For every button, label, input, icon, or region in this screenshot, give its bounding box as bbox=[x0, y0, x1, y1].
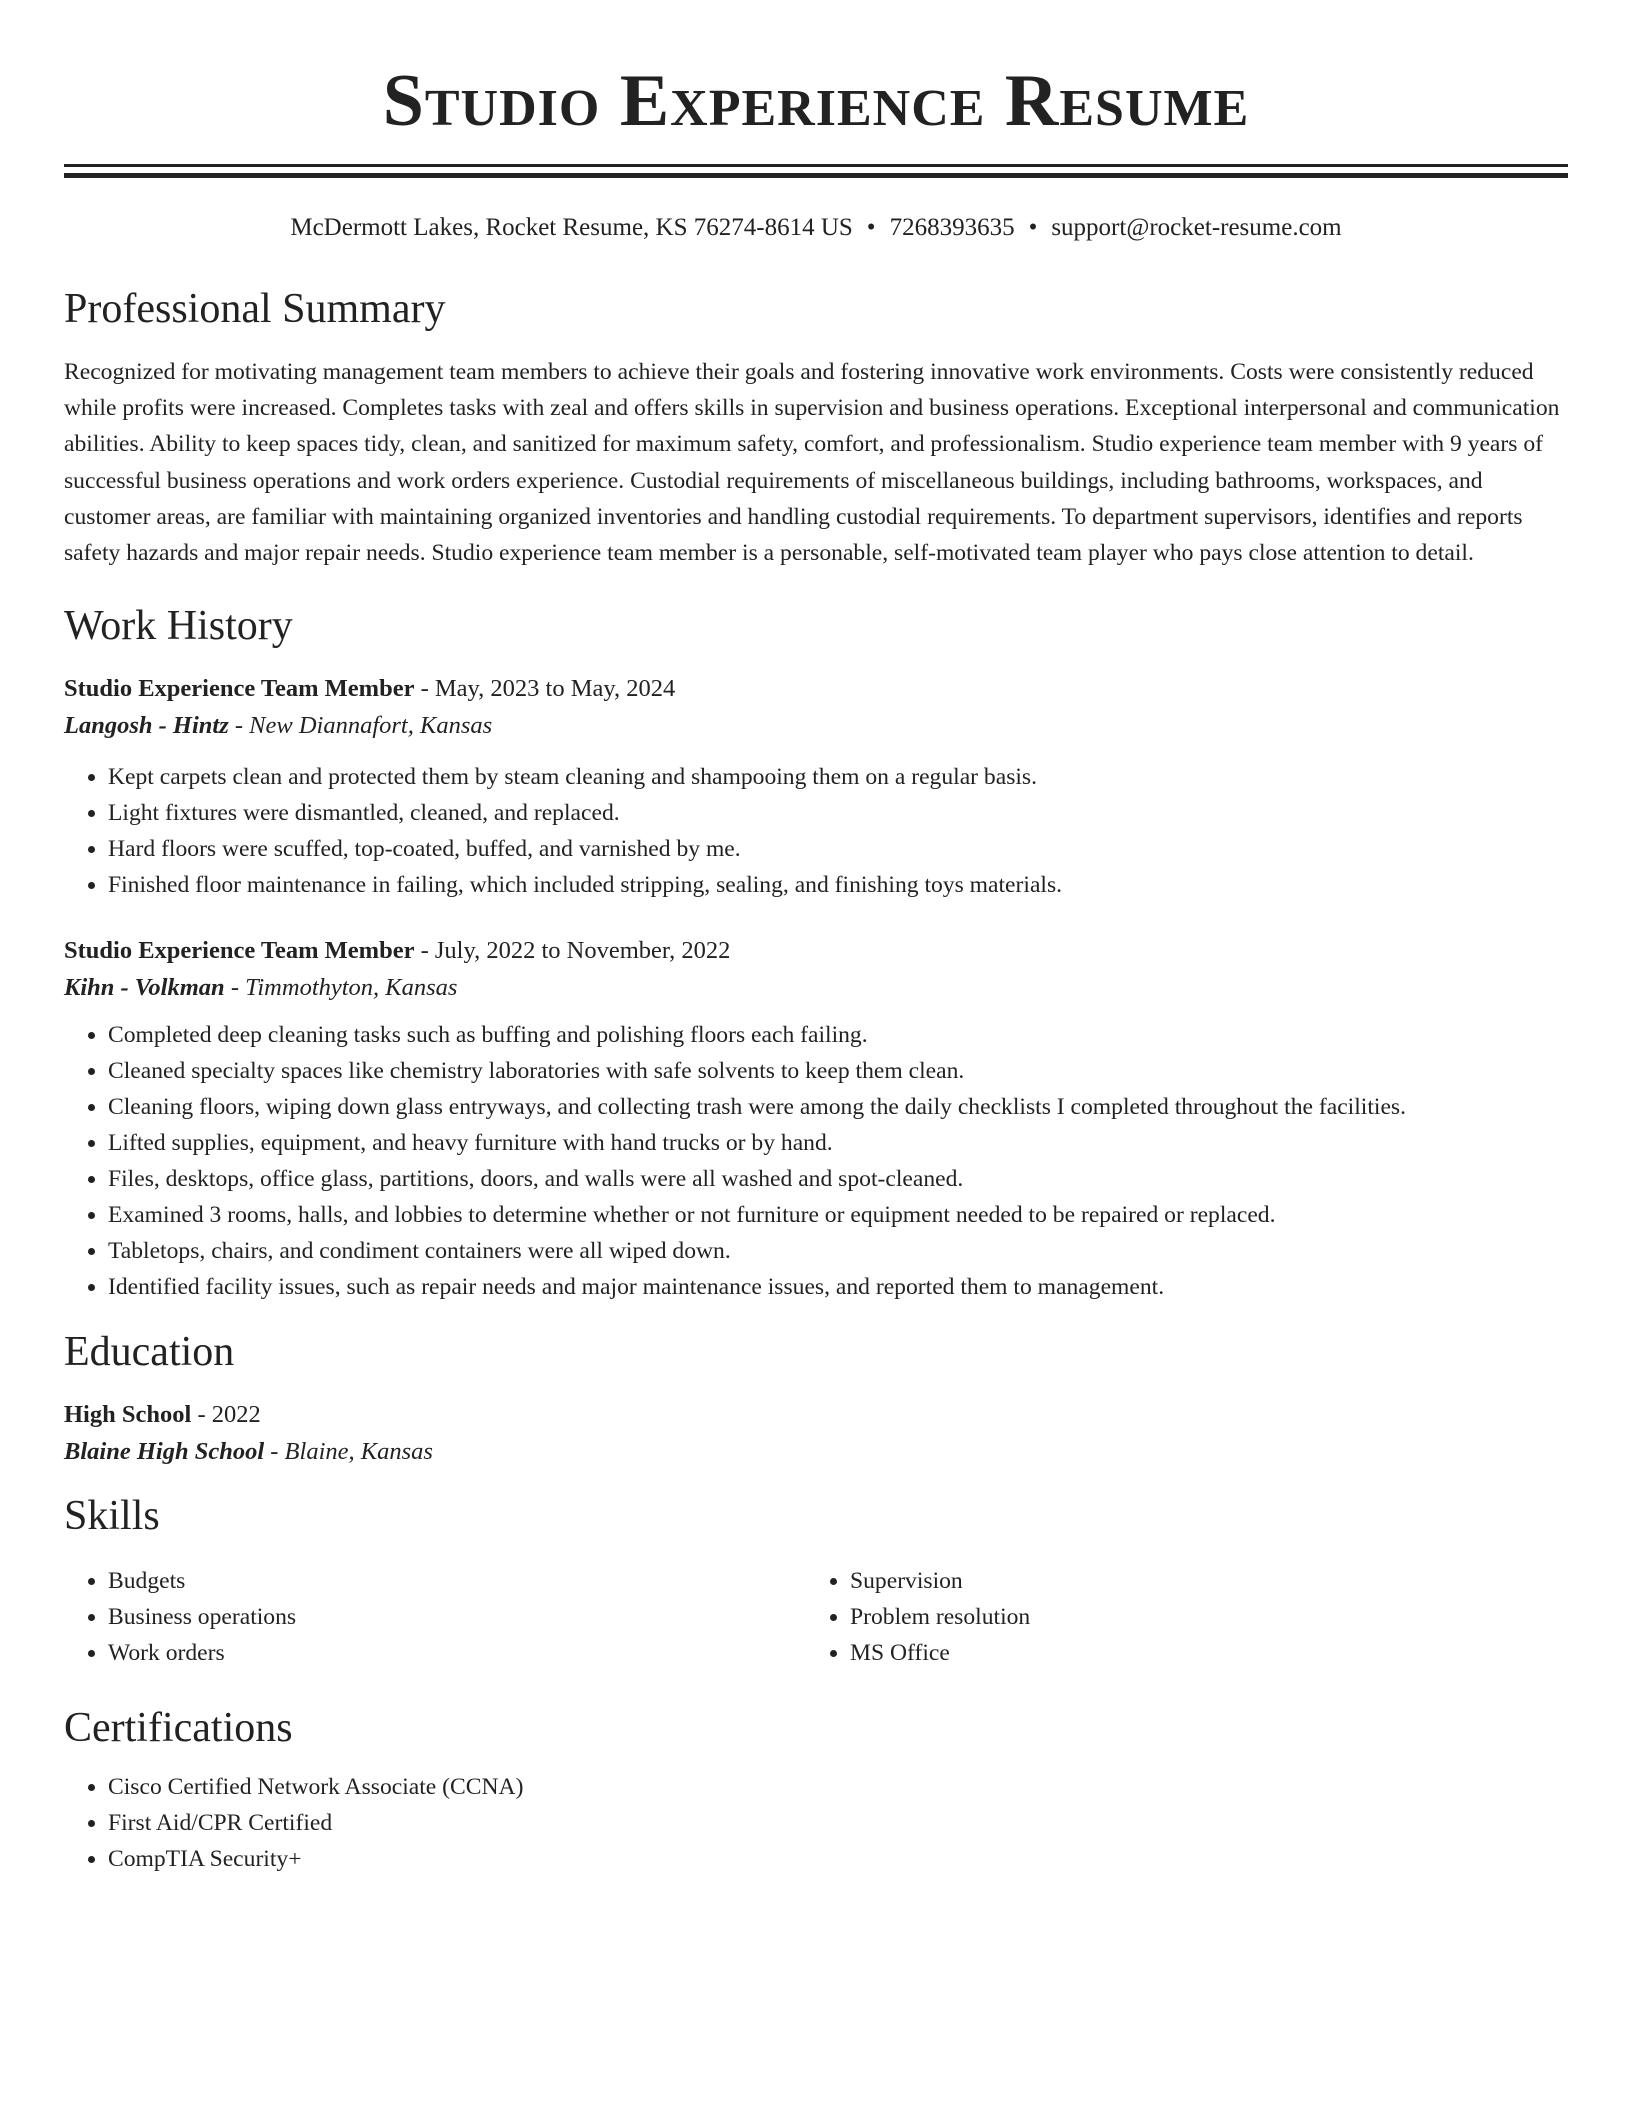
job-bullet: • Examined 3 rooms, halls, and lobbies to determine whether or not furniture or equipment needed to be repaired or replaced. bbox=[108, 1197, 1568, 1233]
job-bullets bbox=[64, 759, 1568, 903]
skills-list bbox=[64, 1563, 1568, 1671]
skills-heading: Skills bbox=[64, 1493, 160, 1540]
header-rule-top bbox=[64, 164, 1568, 167]
certification-item: • First Aid/CPR Certified bbox=[108, 1805, 1568, 1841]
graduation-year: - 2022 bbox=[191, 1401, 261, 1429]
contact-address: McDermott Lakes, Rocket Resume, KS 76274-8614 US bbox=[290, 214, 853, 241]
job-entry bbox=[64, 671, 1568, 903]
certification-item: • Cisco Certified Network Associate (CCNA) bbox=[108, 1769, 1568, 1805]
skill-item: • MS Office bbox=[850, 1635, 1506, 1671]
skill-item: • Work orders bbox=[108, 1635, 806, 1671]
job-dates: - July, 2022 to November, 2022 bbox=[414, 937, 731, 965]
job-dates: - May, 2023 to May, 2024 bbox=[414, 675, 676, 703]
degree: High School bbox=[64, 1401, 192, 1429]
job-bullet: • Files, desktops, office glass, partitions, doors, and walls were all washed and spot-cleaned. bbox=[108, 1161, 1568, 1197]
contact-phone: 7268393635 bbox=[889, 214, 1015, 241]
job-bullet: • Identified facility issues, such as repair needs and major maintenance issues, and reported them to management. bbox=[108, 1269, 1568, 1305]
skill-item: • Business operations bbox=[108, 1599, 806, 1635]
company-location: - Timmothyton, Kansas bbox=[224, 974, 458, 1002]
certification-item: • CompTIA Security+ bbox=[108, 1841, 1568, 1877]
header-rule-bottom bbox=[64, 173, 1568, 178]
skills-column bbox=[64, 1563, 806, 1671]
company-line bbox=[64, 969, 1568, 1007]
company-location: - New Diannafort, Kansas bbox=[228, 712, 493, 740]
certifications-heading: Certifications bbox=[64, 1705, 293, 1752]
job-bullets bbox=[64, 1017, 1568, 1305]
skills-column bbox=[806, 1563, 1506, 1671]
job-bullet: • Cleaning floors, wiping down glass entryways, and collecting trash were among the daily checklists I completed throughout the facilities. bbox=[108, 1089, 1568, 1125]
job-entry bbox=[64, 933, 1568, 1305]
summary-heading: Professional Summary bbox=[64, 286, 446, 332]
job-bullet: • Hard floors were scuffed, top-coated, buffed, and varnished by me. bbox=[108, 831, 1568, 867]
job-title-line bbox=[64, 933, 1568, 969]
skill-item: • Supervision bbox=[850, 1563, 1506, 1599]
contact-line bbox=[64, 212, 1568, 244]
job-bullet: • Kept carpets clean and protected them by steam cleaning and shampooing them on a regular basis. bbox=[108, 759, 1568, 795]
skill-item: • Budgets bbox=[108, 1563, 806, 1599]
job-title: Studio Experience Team Member bbox=[64, 937, 415, 965]
work-history-heading: Work History bbox=[64, 603, 293, 650]
company-name: Langosh - Hintz bbox=[64, 712, 229, 740]
company-line bbox=[64, 707, 1568, 745]
school-name: Blaine High School bbox=[64, 1438, 265, 1466]
school-location: - Blaine, Kansas bbox=[264, 1438, 433, 1466]
certifications-list bbox=[64, 1769, 1568, 1877]
company-name: Kihn - Volkman bbox=[64, 974, 225, 1002]
contact-separator: • bbox=[866, 214, 876, 241]
job-bullet: • Tabletops, chairs, and condiment containers were all wiped down. bbox=[108, 1233, 1568, 1269]
school-line bbox=[64, 1433, 1568, 1471]
education-entry bbox=[64, 1397, 1568, 1471]
job-bullet: • Cleaned specialty spaces like chemistry laboratories with safe solvents to keep them clean. bbox=[108, 1053, 1568, 1089]
job-title-line bbox=[64, 671, 1568, 707]
resume-title: Studio Experience Resume bbox=[382, 60, 1250, 142]
job-bullet: • Lifted supplies, equipment, and heavy furniture with hand trucks or by hand. bbox=[108, 1125, 1568, 1161]
job-bullet: • Light fixtures were dismantled, cleaned, and replaced. bbox=[108, 795, 1568, 831]
summary-text: Recognized for motivating management team members to achieve their goals and fostering innovative work environments. Costs were consistently reduced while profits were increased. Completes tasks with zeal and offers skills in supervision and business operations. Exceptional interpersonal and communication abilities. Ability to keep spaces tidy, clean, and sanitized for maximum safety, comfort, and professionalism. Studio experience team member with 9 years of successful business operations and work orders experience. Custodial requirements of miscellaneous buildings, including bathrooms, workspaces, and customer areas, are familiar with maintaining organized inventories and handling custodial requirements. To department supervisors, identifies and reports safety hazards and major repair needs. Studio experience team member is a personable, self-motivated team player who pays close attention to detail. bbox=[64, 359, 1560, 567]
skill-item: • Problem resolution bbox=[850, 1599, 1506, 1635]
education-heading: Education bbox=[64, 1329, 235, 1376]
job-title: Studio Experience Team Member bbox=[64, 675, 415, 703]
job-bullet: • Finished floor maintenance in failing, which included stripping, sealing, and finishing toys materials. bbox=[108, 867, 1568, 903]
contact-email: support@rocket-resume.com bbox=[1051, 214, 1342, 241]
contact-separator: • bbox=[1028, 214, 1038, 241]
degree-line bbox=[64, 1397, 1568, 1433]
job-bullet: • Completed deep cleaning tasks such as buffing and polishing floors each failing. bbox=[108, 1017, 1568, 1053]
